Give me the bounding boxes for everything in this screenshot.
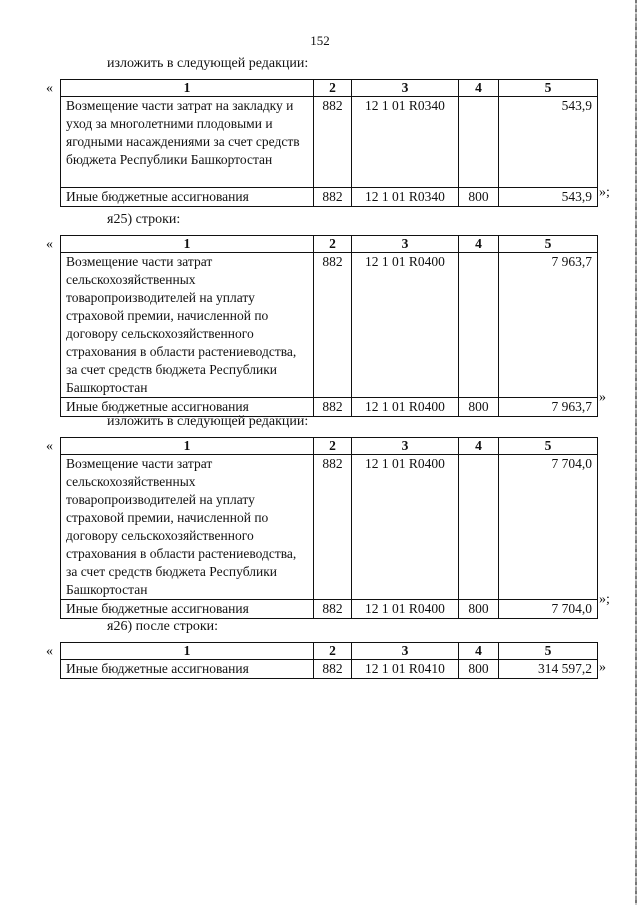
cell-sum: 7 963,7 bbox=[499, 398, 598, 417]
cell-admin: 882 bbox=[314, 398, 352, 417]
cell-name: Возмещение части затрат сельскохозяйственных товаропроизводителей на уплату страховой премии, начисленной по договору сельскохозяйственного страхования в области растениеводства, за счет средств бюджета Республики Башкортостан bbox=[61, 253, 314, 398]
intro-text: изложить в следующей редакции: bbox=[107, 56, 309, 71]
cell-type: 800 bbox=[459, 660, 499, 679]
cell-name: Возмещение части затрат на закладку и уход за многолетними плодовыми и ягодными насаждениями за счет средств бюджета Республики Башкортостан bbox=[61, 97, 314, 188]
table-header-row bbox=[61, 643, 598, 660]
header-cell: 3 bbox=[352, 236, 459, 253]
open-quote: « bbox=[46, 81, 53, 96]
header-cell: 4 bbox=[459, 236, 499, 253]
cell-sum: 7 963,7 bbox=[499, 253, 598, 398]
header-cell: 3 bbox=[352, 438, 459, 455]
cell-code: 12 1 01 R0400 bbox=[352, 398, 459, 417]
cell-code: 12 1 01 R0400 bbox=[352, 600, 459, 619]
table-row bbox=[61, 188, 598, 207]
cell-type bbox=[459, 455, 499, 600]
cell-admin: 882 bbox=[314, 600, 352, 619]
header-cell: 2 bbox=[314, 438, 352, 455]
budget-table bbox=[60, 642, 598, 679]
cell-code: 12 1 01 R0400 bbox=[352, 253, 459, 398]
header-cell: 2 bbox=[314, 236, 352, 253]
table-header-row bbox=[61, 236, 598, 253]
header-cell: 5 bbox=[499, 643, 598, 660]
scan-edge-artifact bbox=[635, 0, 637, 905]
cell-sum: 7 704,0 bbox=[499, 600, 598, 619]
open-quote: « bbox=[46, 644, 53, 659]
header-cell: 5 bbox=[499, 80, 598, 97]
cell-code: 12 1 01 R0410 bbox=[352, 660, 459, 679]
header-cell: 1 bbox=[61, 643, 314, 660]
table-row bbox=[61, 97, 598, 188]
budget-table bbox=[60, 437, 598, 619]
cell-admin: 882 bbox=[314, 253, 352, 398]
close-quote: »; bbox=[599, 185, 610, 200]
cell-type bbox=[459, 253, 499, 398]
cell-code: 12 1 01 R0340 bbox=[352, 97, 459, 188]
page-number: 152 bbox=[310, 33, 330, 48]
header-cell: 5 bbox=[499, 438, 598, 455]
header-cell: 4 bbox=[459, 643, 499, 660]
table-header-row bbox=[61, 80, 598, 97]
header-cell: 4 bbox=[459, 80, 499, 97]
close-quote: »; bbox=[599, 592, 610, 607]
cell-type bbox=[459, 97, 499, 188]
cell-admin: 882 bbox=[314, 188, 352, 207]
header-cell: 1 bbox=[61, 80, 314, 97]
cell-admin: 882 bbox=[314, 455, 352, 600]
table-row bbox=[61, 253, 598, 398]
header-cell: 3 bbox=[352, 80, 459, 97]
cell-name: Иные бюджетные ассигнования bbox=[61, 188, 314, 207]
intro-text: изложить в следующей редакции: bbox=[107, 414, 309, 429]
cell-admin: 882 bbox=[314, 660, 352, 679]
cell-sum: 314 597,2 bbox=[499, 660, 598, 679]
cell-name: Иные бюджетные ассигнования bbox=[61, 398, 314, 417]
cell-name: Иные бюджетные ассигнования bbox=[61, 600, 314, 619]
table-row bbox=[61, 455, 598, 600]
header-cell: 2 bbox=[314, 643, 352, 660]
cell-sum: 543,9 bbox=[499, 97, 598, 188]
cell-code: 12 1 01 R0340 bbox=[352, 188, 459, 207]
cell-name: Возмещение части затрат сельскохозяйственных товаропроизводителей на уплату страховой премии, начисленной по договору сельскохозяйственного страхования в области растениеводства, за счет средств бюджета Республики Башкортостан bbox=[61, 455, 314, 600]
cell-type: 800 bbox=[459, 188, 499, 207]
header-cell: 4 bbox=[459, 438, 499, 455]
open-quote: « bbox=[46, 439, 53, 454]
intro-text: я25) строки: bbox=[107, 212, 181, 227]
close-quote: » bbox=[599, 660, 606, 675]
table-row bbox=[61, 600, 598, 619]
cell-name: Иные бюджетные ассигнования bbox=[61, 660, 314, 679]
cell-admin: 882 bbox=[314, 97, 352, 188]
cell-sum: 7 704,0 bbox=[499, 455, 598, 600]
header-cell: 5 bbox=[499, 236, 598, 253]
close-quote: » bbox=[599, 390, 606, 405]
header-cell: 1 bbox=[61, 236, 314, 253]
budget-table bbox=[60, 79, 598, 207]
table-row bbox=[61, 660, 598, 679]
cell-code: 12 1 01 R0400 bbox=[352, 455, 459, 600]
open-quote: « bbox=[46, 237, 53, 252]
cell-type: 800 bbox=[459, 398, 499, 417]
budget-table bbox=[60, 235, 598, 417]
cell-type: 800 bbox=[459, 600, 499, 619]
intro-text: я26) после строки: bbox=[107, 619, 219, 634]
table-header-row bbox=[61, 438, 598, 455]
header-cell: 3 bbox=[352, 643, 459, 660]
header-cell: 1 bbox=[61, 438, 314, 455]
header-cell: 2 bbox=[314, 80, 352, 97]
cell-sum: 543,9 bbox=[499, 188, 598, 207]
